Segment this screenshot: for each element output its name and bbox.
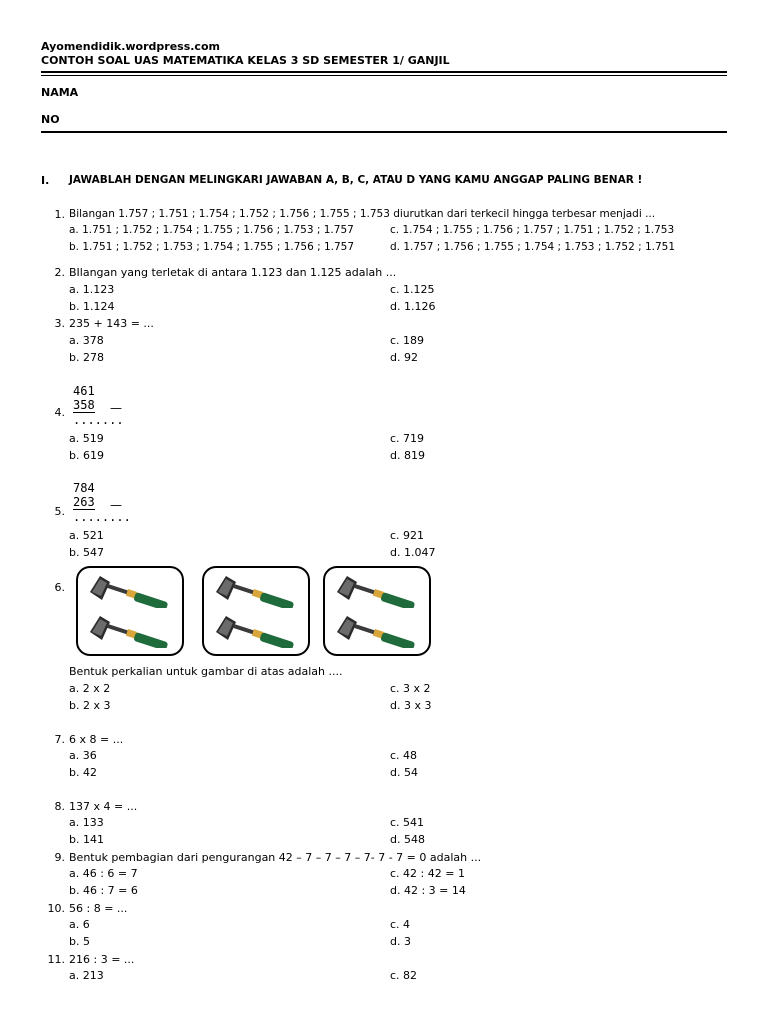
minus-sign: — <box>110 401 122 415</box>
question-text: Bilangan 1.757 ; 1.751 ; 1.754 ; 1.752 ; 1.756 ; 1.755 ; 1.753 diurutkan dari terkecil hingga terbesar menjadi ... <box>69 208 656 220</box>
option-b[interactable]: b. 1.751 ; 1.752 ; 1.753 ; 1.754 ; 1.755 ; 1.756 ; 1.757 <box>69 241 355 253</box>
header-divider-thin <box>41 75 727 76</box>
option-c[interactable]: c. 1.125 <box>390 283 435 296</box>
no-label: NO <box>41 113 60 126</box>
site-name: Ayomendidik.wordpress.com <box>41 40 220 53</box>
section-instruction: JAWABLAH DENGAN MELINGKARI JAWABAN A, B, C, ATAU D YANG KAMU ANGGAP PALING BENAR ! <box>69 174 643 186</box>
option-c[interactable]: c. 42 : 42 = 1 <box>390 867 465 880</box>
option-c[interactable]: c. 4 <box>390 918 411 931</box>
option-c[interactable]: c. 82 <box>390 969 418 982</box>
question-text: 56 : 8 = ... <box>69 902 128 915</box>
question-number: 8. <box>54 800 65 813</box>
option-a[interactable]: a. 36 <box>69 749 97 762</box>
option-b[interactable]: b. 619 <box>69 449 104 462</box>
question-text: Bentuk perkalian untuk gambar di atas adalah .... <box>69 665 343 678</box>
option-b[interactable]: b. 46 : 7 = 6 <box>69 884 138 897</box>
option-c[interactable]: c. 189 <box>390 334 425 347</box>
result-blank: ........ <box>73 510 131 524</box>
option-d[interactable]: d. 3 x 3 <box>390 699 432 712</box>
option-a[interactable]: a. 378 <box>69 334 104 347</box>
question-text: 235 + 143 = ... <box>69 317 154 330</box>
option-b[interactable]: b. 547 <box>69 546 104 559</box>
section-number: I. <box>41 174 50 187</box>
option-a[interactable]: a. 133 <box>69 816 104 829</box>
question-number: 2. <box>54 266 65 279</box>
option-d[interactable]: d. 3 <box>390 935 411 948</box>
question-number: 9. <box>54 851 65 864</box>
subtrahend: 263 <box>73 495 95 509</box>
garden-hoe-icon <box>86 612 176 648</box>
option-b[interactable]: b. 42 <box>69 766 97 779</box>
question-text: BIlangan yang terletak di antara 1.123 dan 1.125 adalah ... <box>69 266 397 279</box>
garden-hoe-icon <box>333 612 423 648</box>
option-a[interactable]: a. 519 <box>69 432 104 445</box>
option-a[interactable]: a. 521 <box>69 529 104 542</box>
garden-hoe-icon <box>212 612 302 648</box>
subtraction-stack <box>73 481 131 524</box>
option-d[interactable]: d. 1.757 ; 1.756 ; 1.755 ; 1.754 ; 1.753 ; 1.752 ; 1.751 <box>390 241 676 253</box>
picture-group-3 <box>323 566 431 656</box>
minuend: 461 <box>73 384 95 398</box>
document-title: CONTOH SOAL UAS MATEMATIKA KELAS 3 SD SEMESTER 1/ GANJIL <box>41 54 450 67</box>
garden-hoe-icon <box>86 572 176 608</box>
option-a[interactable]: a. 46 : 6 = 7 <box>69 867 138 880</box>
option-c[interactable]: c. 541 <box>390 816 425 829</box>
option-c[interactable]: c. 3 x 2 <box>390 682 431 695</box>
minus-sign: — <box>110 498 122 512</box>
subtrahend: 358 <box>73 398 95 412</box>
question-number: 10. <box>47 902 65 915</box>
minuend: 784 <box>73 481 95 495</box>
question-text: Bentuk pembagian dari pengurangan 42 – 7 – 7 – 7 – 7- 7 - 7 = 0 adalah ... <box>69 851 482 864</box>
question-number: 1. <box>54 208 65 221</box>
question-number: 4. <box>54 406 65 419</box>
option-a[interactable]: a. 1.751 ; 1.752 ; 1.754 ; 1.755 ; 1.756 ; 1.753 ; 1.757 <box>69 224 354 236</box>
option-b[interactable]: b. 1.124 <box>69 300 115 313</box>
option-d[interactable]: d. 42 : 3 = 14 <box>390 884 466 897</box>
option-b[interactable]: b. 278 <box>69 351 104 364</box>
option-d[interactable]: d. 819 <box>390 449 425 462</box>
option-a[interactable]: a. 1.123 <box>69 283 115 296</box>
option-d[interactable]: d. 1.047 <box>390 546 436 559</box>
option-b[interactable]: b. 141 <box>69 833 104 846</box>
option-d[interactable]: d. 548 <box>390 833 425 846</box>
nama-label: NAMA <box>41 86 79 99</box>
picture-group-1 <box>76 566 184 656</box>
option-a[interactable]: a. 213 <box>69 969 104 982</box>
option-c[interactable]: c. 1.754 ; 1.755 ; 1.756 ; 1.757 ; 1.751 ; 1.752 ; 1.753 <box>390 224 675 236</box>
option-c[interactable]: c. 48 <box>390 749 418 762</box>
question-number: 11. <box>47 953 65 966</box>
question-text: 216 : 3 = ... <box>69 953 135 966</box>
option-b[interactable]: b. 5 <box>69 935 90 948</box>
option-d[interactable]: d. 54 <box>390 766 418 779</box>
garden-hoe-icon <box>333 572 423 608</box>
question-text: 137 x 4 = ... <box>69 800 138 813</box>
option-a[interactable]: a. 6 <box>69 918 90 931</box>
option-d[interactable]: d. 92 <box>390 351 418 364</box>
picture-group-2 <box>202 566 310 656</box>
option-a[interactable]: a. 2 x 2 <box>69 682 111 695</box>
question-number: 3. <box>54 317 65 330</box>
question-text: 6 x 8 = ... <box>69 733 124 746</box>
question-number: 6. <box>54 581 65 594</box>
option-c[interactable]: c. 921 <box>390 529 425 542</box>
header-divider <box>41 71 727 73</box>
option-c[interactable]: c. 719 <box>390 432 425 445</box>
identity-divider <box>41 131 727 133</box>
question-number: 5. <box>54 505 65 518</box>
result-blank: ....... <box>73 413 124 427</box>
option-b[interactable]: b. 2 x 3 <box>69 699 111 712</box>
question-number: 7. <box>54 733 65 746</box>
garden-hoe-icon <box>212 572 302 608</box>
option-d[interactable]: d. 1.126 <box>390 300 436 313</box>
